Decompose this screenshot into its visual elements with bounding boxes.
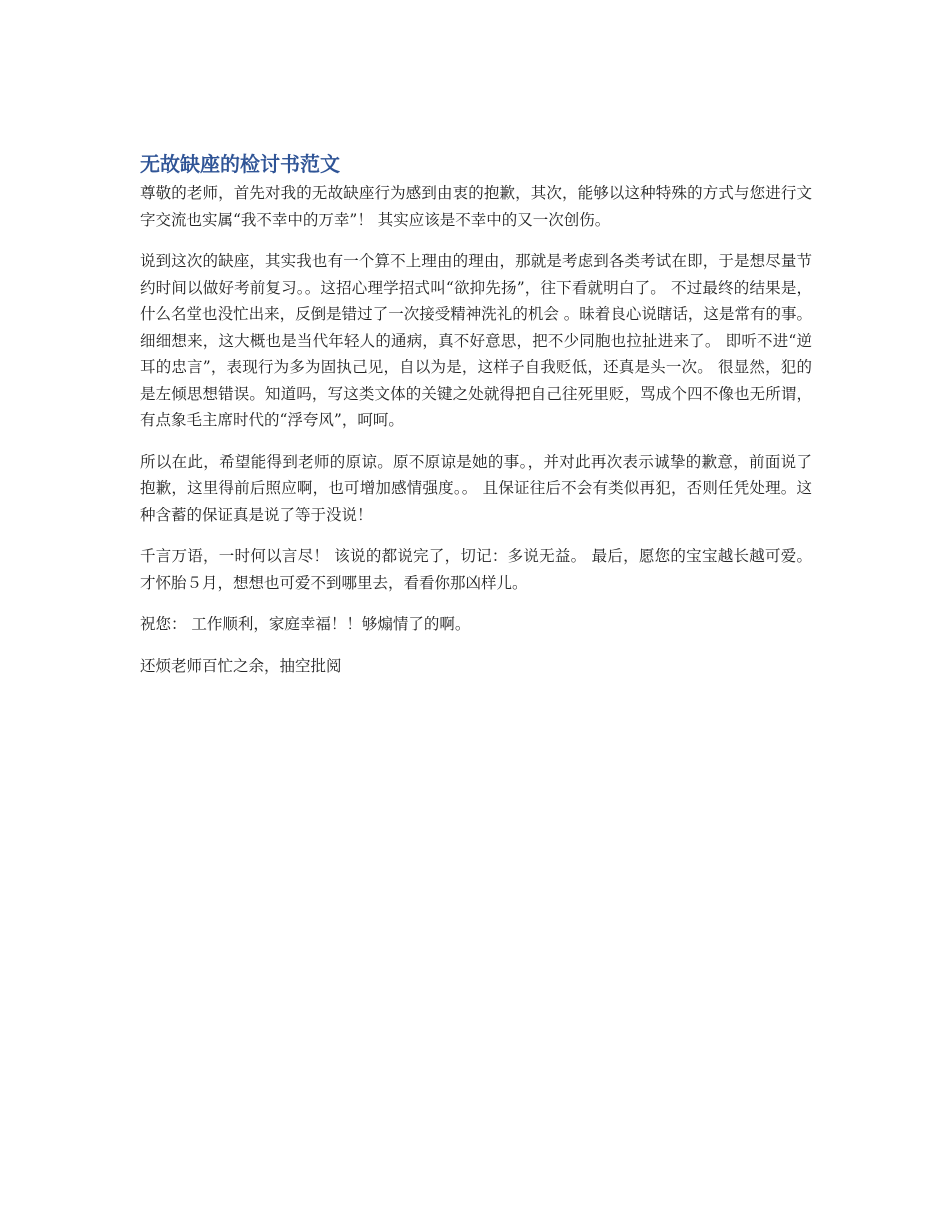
- paragraph-request: 还烦老师百忙之余，抽空批阅: [140, 656, 342, 675]
- document-title: 无故缺座的检讨书范文: [140, 152, 340, 176]
- paragraph-apology: 所以在此，希望能得到老师的原谅。原不原谅是她的事。，并对此再次表示诚挚的歉意，前面说了抱歉，这里得前后照应啊，也可增加感情强度。。 且保证往后不会有类似再犯，否则任凭处理。这种含蓄的保证真是说了等于没说！: [140, 452, 812, 524]
- paragraph-reason: 说到这次的缺座，其实我也有一个算不上理由的理由，那就是考虑到各类考试在即，于是想尽量节约时间以做好考前复习。。这招心理学招式叫“欲抑先扬”，往下看就明白了。 不过最终的结果是，什么名堂也没忙出来，反倒是错过了一次接受精神洗礼的机会 。昧着良心说瞎话，这是常有的事。 细细想来，这大概也是当代年轻人的通病，真不好意思，把不少同胞也拉扯进来了。 即听不进“逆耳的忠言”，表现行为多为固执己见，自以为是，这样子自我贬低，还真是头一次。 很显然，犯的是左倾思想错误。知道吗，写这类文体的关键之处就得把自己往死里贬，骂成个四不像也无所谓，有点象毛主席时代的“浮夸风”，呵呵。: [140, 252, 812, 429]
- paragraph-wishes: 祝您： 工作顺利，家庭幸福！！够煽情了的啊。: [140, 615, 471, 633]
- document-page: [140, 150, 812, 694]
- paragraph-greeting: 尊敬的老师，首先对我的无故缺座行为感到由衷的抱歉，其次，能够以这种特殊的方式与您进行文字交流也实属“我不幸中的万幸”！ 其实应该是不幸中的又一次创伤。: [140, 184, 812, 229]
- paragraph-closing: 千言万语，一时何以言尽！ 该说的都说完了，切记：多说无益。 最后，愿您的宝宝越长越可爱。才怀胎５月，想想也可爱不到哪里去，看看你那凶样儿。: [140, 547, 812, 592]
